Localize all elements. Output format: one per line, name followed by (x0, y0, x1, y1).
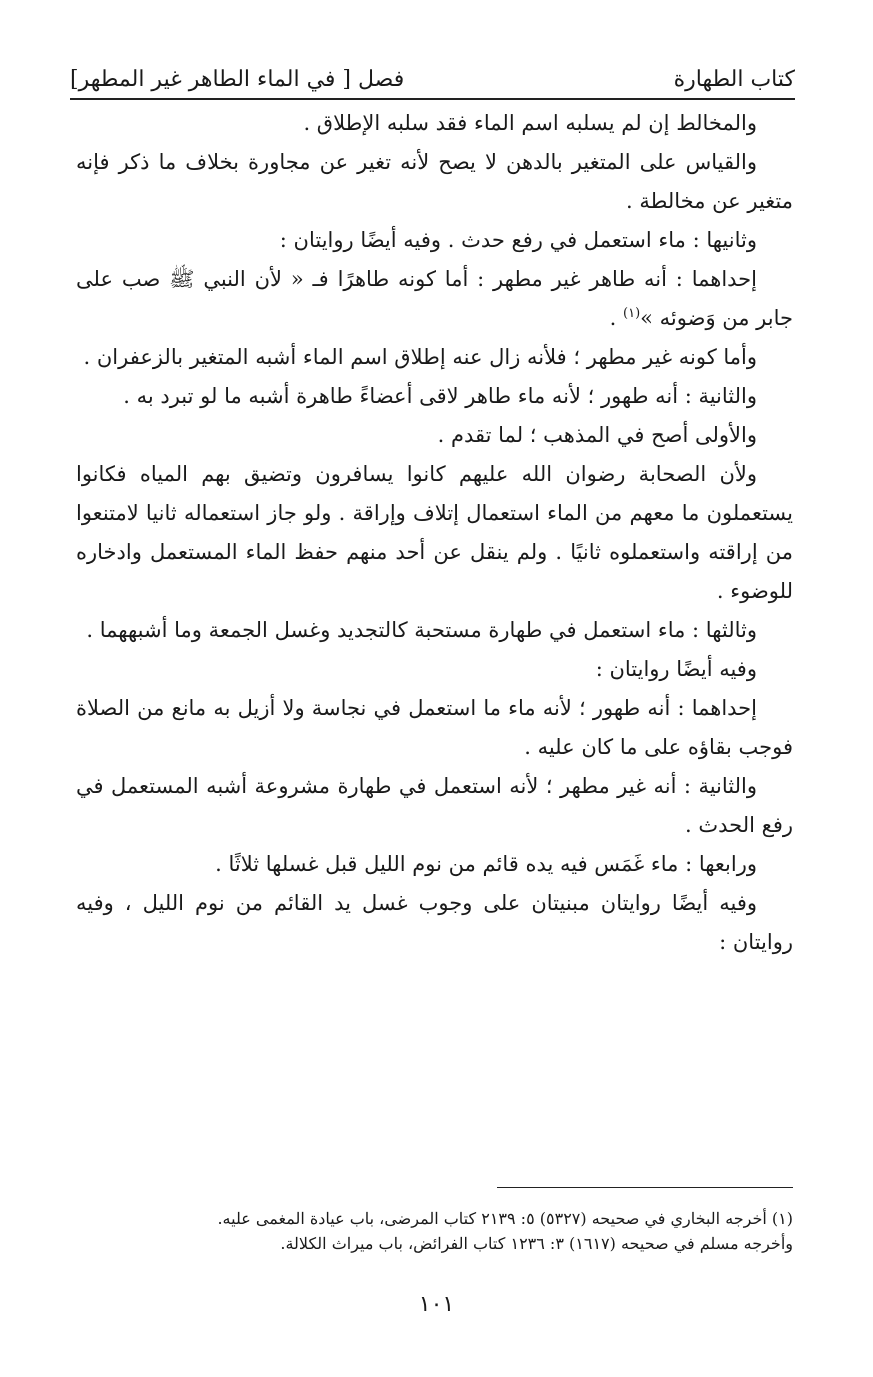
paragraph: وفيه أيضًا روايتان مبنيتان على وجوب غسل يد القائم من نوم الليل ، وفيه روايتان : (76, 891, 793, 954)
paragraph-text: إحداهما : أنه طاهر غير مطهر : أما كونه طاهرًا فـ « لأن النبي ﷺ صب على جابر من وَضوئه » (76, 267, 793, 330)
paragraph: والثانية : أنه غير مطهر ؛ لأنه استعمل في طهارة مشروعة أشبه المستعمل في رفع الحدث . (76, 774, 793, 837)
paragraph: وأما كونه غير مطهر ؛ فلأنه زال عنه إطلاق اسم الماء أشبه المتغير بالزعفران . (83, 345, 757, 369)
paragraph: وثانيها : ماء استعمل في رفع حدث . وفيه أيضًا روايتان : (279, 228, 757, 252)
running-header (70, 48, 795, 100)
paragraph: ولأن الصحابة رضوان الله عليهم كانوا يسافرون وتضيق بهم المياه فكانوا يستعملون ما معهم من الماء استعمال إتلاف وإراقة . ولو جاز استعماله ثانيا لامتنعوا من إراقته واستعملوه ثانيًا . ولم ينقل عن أحد منهم حفظ الماء المستعمل وادخاره للوضوء . (76, 462, 793, 603)
footnote: (١) أخرجه البخاري في صحيحه (٥٣٢٧) ٥: ٢١٣٩ كتاب المرضى، باب عيادة المغمى عليه. (217, 1209, 793, 1228)
main-text (76, 104, 793, 962)
paragraph: إحداهما : أنه طهور ؛ لأنه ماء ما استعمل في نجاسة ولا أزيل به مانع من الصلاة فوجب بقاؤه على ما كان عليه . (76, 696, 793, 759)
footnote-marker[interactable]: (١) (623, 306, 641, 321)
paragraph: ورابعها : ماء غَمَس فيه يده قائم من نوم الليل قبل غسلها ثلاثًا . (215, 852, 757, 876)
paragraph (76, 260, 793, 338)
footnotes (96, 1206, 793, 1256)
section-title: فصل [ في الماء الطاهر غير المطهر] (70, 67, 405, 92)
footnote-continuation: وأخرجه مسلم في صحيحه (١٦١٧) ٣: ١٢٣٦ كتاب الفرائض، باب ميراث الكلالة. (280, 1234, 793, 1253)
paragraph: وفيه أيضًا روايتان : (595, 657, 757, 681)
paragraph: وثالثها : ماء استعمل في طهارة مستحبة كالتجديد وغسل الجمعة وما أشبههما . (86, 618, 757, 642)
paragraph: والثانية : أنه طهور ؛ لأنه ماء طاهر لاقى أعضاءً طاهرة أشبه ما لو تبرد به . (123, 384, 757, 408)
paragraph: والقياس على المتغير بالدهن لا يصح لأنه تغير عن مجاورة بخلاف ما ذكر فإنه متغير عن مخالطة . (76, 150, 793, 213)
footnote-divider (497, 1187, 793, 1188)
book-title: كتاب الطهارة (673, 67, 795, 92)
paragraph: والأولى أصح في المذهب ؛ لما تقدم . (437, 423, 757, 447)
paragraph-text-end: . (609, 306, 623, 330)
paragraph: والمخالط إن لم يسلبه اسم الماء فقد سلبه الإطلاق . (303, 111, 757, 135)
page-number: ١٠١ (418, 1292, 455, 1317)
